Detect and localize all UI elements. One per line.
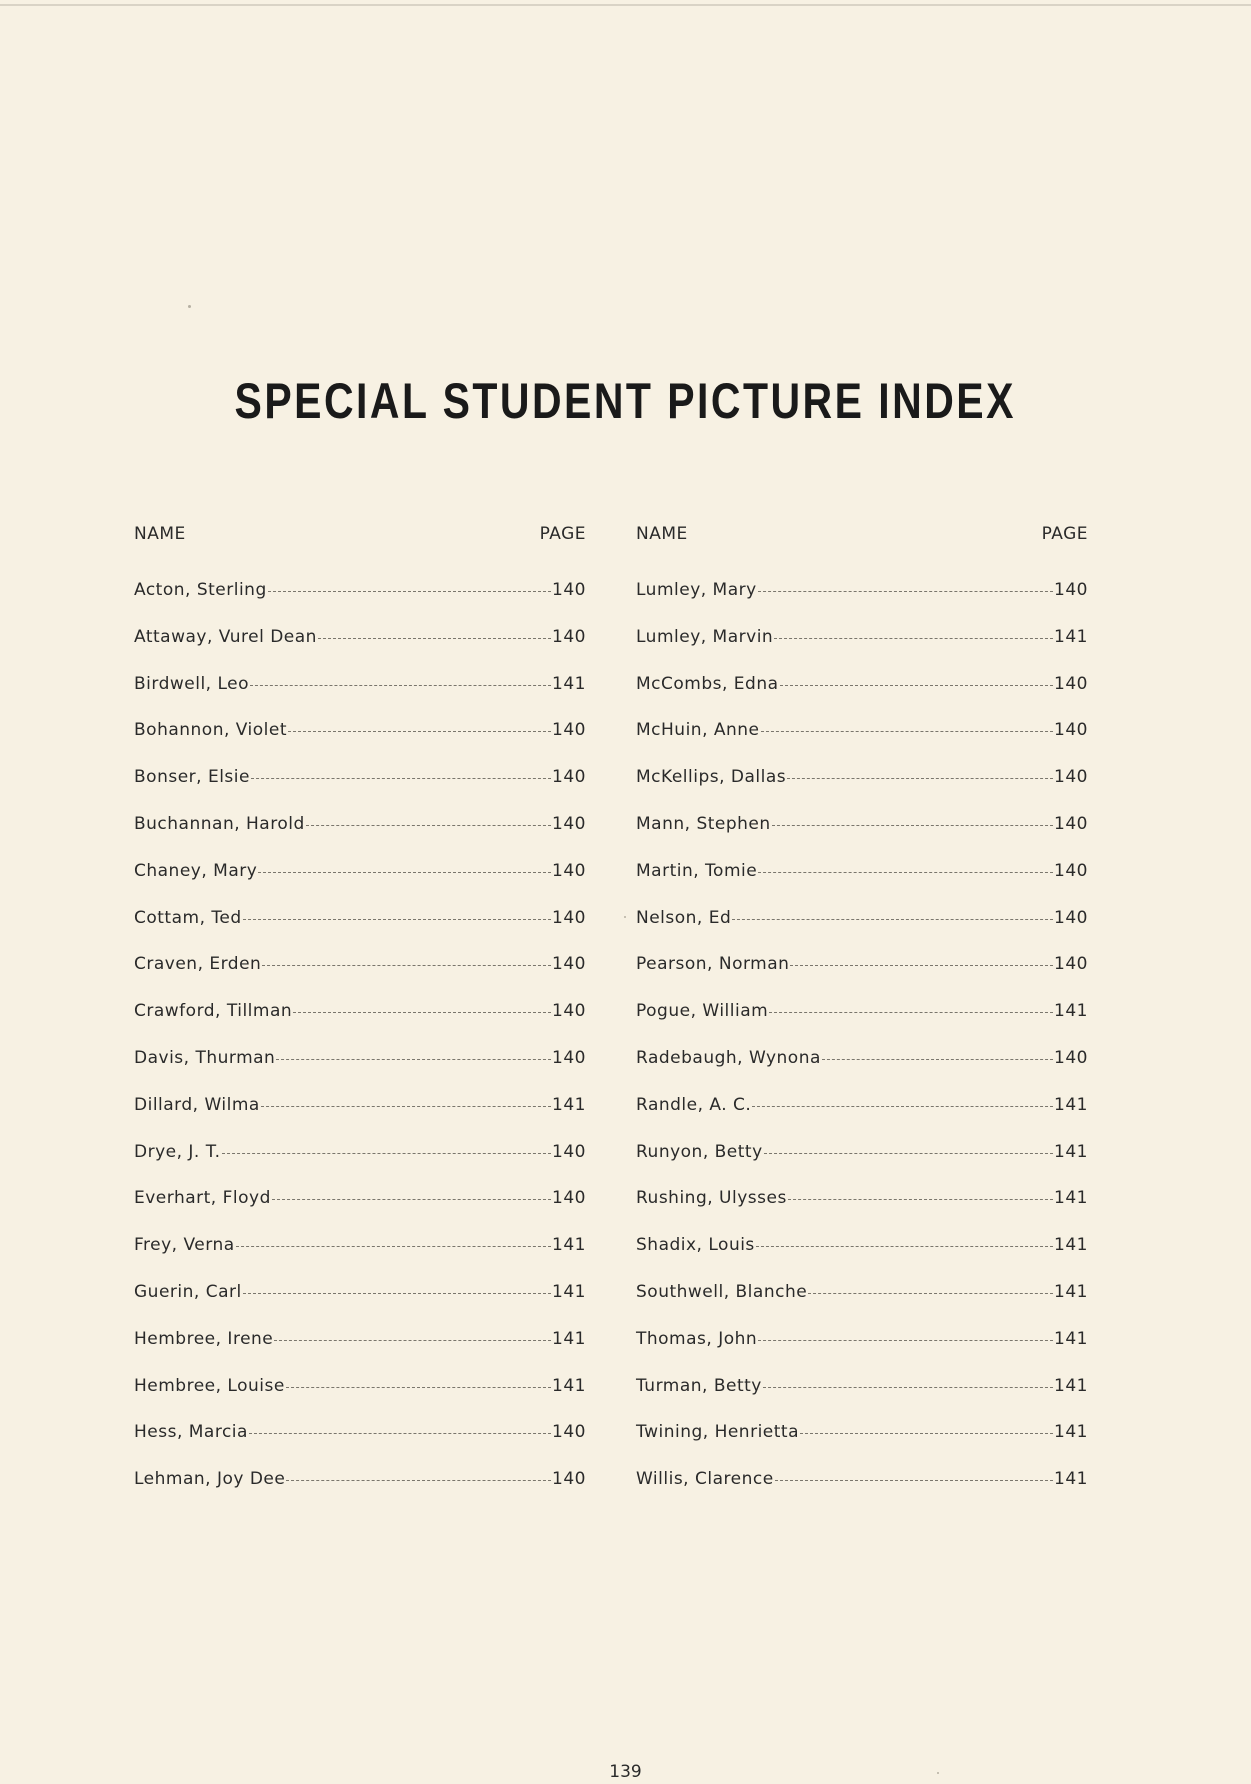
index-entry (636, 720, 1088, 767)
index-entry (134, 1235, 586, 1282)
dot-leader (758, 1340, 1053, 1341)
dot-leader (274, 1340, 551, 1341)
entry-page-number: 141 (552, 1235, 586, 1256)
index-entry (134, 1188, 586, 1235)
entry-page-number: 140 (552, 813, 586, 834)
index-entry (134, 627, 586, 674)
entry-page-number: 141 (1054, 1188, 1088, 1209)
dot-leader (769, 1012, 1053, 1013)
index-entry (636, 954, 1088, 1001)
entry-name: Hembree, Irene (134, 1328, 274, 1349)
entry-page-number: 140 (552, 580, 586, 600)
index-entry (134, 1422, 586, 1469)
entry-name: Birdwell, Leo (134, 673, 250, 694)
entry-page-number: 140 (552, 1188, 586, 1209)
entry-name: Martin, Tomie (636, 860, 758, 881)
index-entry (636, 1376, 1088, 1423)
entry-name: Hess, Marcia (134, 1422, 248, 1443)
index-entry (636, 1282, 1088, 1329)
dot-leader (780, 685, 1054, 686)
dot-leader (236, 1246, 551, 1247)
entry-name: Randle, A. C. (636, 1094, 752, 1115)
index-entry (134, 1001, 586, 1048)
dot-leader (276, 1059, 551, 1060)
entry-name: Thomas, John (636, 1328, 758, 1349)
index-entry (134, 1048, 586, 1095)
entry-page-number: 140 (552, 860, 586, 881)
entry-name: Acton, Sterling (134, 580, 267, 600)
dot-leader (788, 1199, 1053, 1200)
entry-page-number: 140 (552, 767, 586, 788)
entry-page-number: 141 (1054, 1094, 1088, 1115)
index-entry (134, 1329, 586, 1376)
entry-page-number: 140 (1054, 767, 1088, 788)
entry-page-number: 140 (552, 907, 586, 928)
paper-speck (188, 305, 191, 308)
index-entry (134, 814, 586, 861)
dot-leader (756, 1246, 1053, 1247)
index-entry (636, 627, 1088, 674)
index-entry (134, 1282, 586, 1329)
entry-name: Pearson, Norman (636, 954, 790, 975)
entry-name: Guerin, Carl (134, 1281, 242, 1302)
dot-leader (808, 1293, 1053, 1294)
dot-leader (243, 919, 551, 920)
entry-page-number: 140 (1054, 673, 1088, 694)
entry-name: Mann, Stephen (636, 813, 771, 834)
page-header: PAGE (539, 524, 586, 544)
index-entry (636, 1235, 1088, 1282)
entry-name: Lumley, Marvin (636, 626, 774, 647)
entry-name: Hembree, Louise (134, 1375, 285, 1396)
entry-page-number: 140 (552, 1141, 586, 1162)
dot-leader (272, 1199, 551, 1200)
index-entry (134, 1095, 586, 1142)
dot-leader (262, 965, 551, 966)
entry-page-number: 141 (552, 673, 586, 694)
dot-leader (286, 1480, 551, 1481)
entry-name: Rushing, Ulysses (636, 1188, 787, 1209)
entry-page-number: 140 (552, 626, 586, 647)
entry-name: Chaney, Mary (134, 860, 258, 881)
entry-name: Turman, Betty (636, 1375, 762, 1396)
index-entry (134, 767, 586, 814)
entry-list (134, 580, 586, 1516)
index-entry (134, 1469, 586, 1516)
entry-page-number: 140 (552, 954, 586, 975)
entry-page-number: 141 (552, 1375, 586, 1396)
entry-page-number: 140 (1054, 907, 1088, 928)
index-entry (134, 1376, 586, 1423)
entry-name: Willis, Clarence (636, 1469, 774, 1490)
entry-page-number: 140 (552, 1001, 586, 1022)
index-entry (636, 1469, 1088, 1516)
entry-page-number: 141 (552, 1281, 586, 1302)
entry-page-number: 141 (552, 1328, 586, 1349)
index-entry (636, 861, 1088, 908)
entry-page-number: 141 (1054, 1141, 1088, 1162)
entry-name: Drye, J. T. (134, 1141, 221, 1162)
entry-list (636, 580, 1088, 1516)
index-entry (134, 861, 586, 908)
dot-leader (732, 919, 1053, 920)
entry-page-number: 140 (552, 1469, 586, 1490)
dot-leader (822, 1059, 1053, 1060)
top-edge-rule (0, 4, 1251, 6)
entry-page-number: 140 (1054, 1047, 1088, 1068)
dot-leader (764, 1153, 1053, 1154)
entry-name: Runyon, Betty (636, 1141, 763, 1162)
index-entry (636, 1001, 1088, 1048)
entry-page-number: 140 (1054, 954, 1088, 975)
index-entry (636, 580, 1088, 627)
index-entry (134, 954, 586, 1001)
entry-page-number: 140 (1054, 860, 1088, 881)
entry-name: Nelson, Ed (636, 907, 732, 928)
dot-leader (752, 1106, 1053, 1107)
entry-name: Pogue, William (636, 1001, 769, 1022)
entry-page-number: 140 (1054, 580, 1088, 600)
page-title: SPECIAL STUDENT PICTURE INDEX (234, 373, 1016, 429)
entry-name: McKellips, Dallas (636, 767, 787, 788)
entry-page-number: 140 (552, 720, 586, 741)
entry-name: Twining, Henrietta (636, 1422, 800, 1443)
index-entry (636, 1142, 1088, 1189)
entry-name: Everhart, Floyd (134, 1188, 271, 1209)
entry-name: Cottam, Ted (134, 907, 242, 928)
index-entry (636, 767, 1088, 814)
index-entry (134, 1142, 586, 1189)
dot-leader (222, 1153, 552, 1154)
index-entry (134, 674, 586, 721)
index-entry (134, 720, 586, 767)
entry-name: Craven, Erden (134, 954, 262, 975)
index-entry (636, 814, 1088, 861)
entry-name: Dillard, Wilma (134, 1094, 260, 1115)
entry-name: Bohannon, Violet (134, 720, 288, 741)
entry-name: Radebaugh, Wynona (636, 1047, 821, 1068)
dot-leader (800, 1433, 1053, 1434)
entry-name: Davis, Thurman (134, 1047, 276, 1068)
entry-name: Shadix, Louis (636, 1235, 755, 1256)
dot-leader (286, 1387, 551, 1388)
entry-page-number: 140 (1054, 813, 1088, 834)
index-entry (636, 1048, 1088, 1095)
dot-leader (250, 685, 551, 686)
dot-leader (268, 591, 551, 592)
name-header: NAME (134, 524, 186, 544)
column-header (134, 520, 586, 548)
dot-leader (251, 778, 551, 779)
index-entry (636, 1188, 1088, 1235)
entry-page-number: 141 (1054, 626, 1088, 647)
index-entry (636, 1329, 1088, 1376)
index-entry (134, 580, 586, 627)
entry-name: Bonser, Elsie (134, 767, 250, 788)
dot-leader (774, 638, 1053, 639)
entry-page-number: 140 (552, 1422, 586, 1443)
dot-leader (261, 1106, 551, 1107)
entry-page-number: 141 (1054, 1422, 1088, 1443)
dot-leader (790, 965, 1053, 966)
dot-leader (288, 731, 551, 732)
entry-page-number: 140 (552, 1047, 586, 1068)
dot-leader (249, 1433, 551, 1434)
column-header (636, 520, 1088, 548)
index-entry (636, 1095, 1088, 1142)
entry-page-number: 141 (1054, 1469, 1088, 1490)
dot-leader (758, 591, 1053, 592)
entry-name: Lehman, Joy Dee (134, 1469, 286, 1490)
entry-name: McCombs, Edna (636, 673, 779, 694)
entry-page-number: 141 (1054, 1328, 1088, 1349)
entry-page-number: 141 (1054, 1375, 1088, 1396)
entry-name: Attaway, Vurel Dean (134, 626, 317, 647)
entry-name: Southwell, Blanche (636, 1281, 808, 1302)
dot-leader (243, 1293, 551, 1294)
entry-name: Crawford, Tillman (134, 1001, 293, 1022)
dot-leader (772, 825, 1053, 826)
dot-leader (763, 1387, 1053, 1388)
dot-leader (787, 778, 1053, 779)
index-entry (636, 1422, 1088, 1469)
dot-leader (775, 1480, 1053, 1481)
paper-speck (624, 916, 626, 918)
entry-page-number: 141 (1054, 1235, 1088, 1256)
entry-name: McHuin, Anne (636, 720, 760, 741)
index-column-right (636, 520, 1088, 1516)
index-column-left (134, 520, 586, 1516)
index-entry (636, 674, 1088, 721)
dot-leader (758, 872, 1053, 873)
dot-leader (318, 638, 551, 639)
page-number: 139 (609, 1762, 642, 1782)
entry-page-number: 140 (1054, 720, 1088, 741)
dot-leader (761, 731, 1054, 732)
index-entry (636, 908, 1088, 955)
index-entry (134, 908, 586, 955)
entry-page-number: 141 (552, 1094, 586, 1115)
name-header: NAME (636, 524, 688, 544)
page-header: PAGE (1041, 524, 1088, 544)
entry-name: Frey, Verna (134, 1235, 235, 1256)
dot-leader (306, 825, 551, 826)
dot-leader (258, 872, 551, 873)
entry-page-number: 141 (1054, 1001, 1088, 1022)
dot-leader (293, 1012, 551, 1013)
entry-name: Lumley, Mary (636, 580, 757, 600)
entry-name: Buchannan, Harold (134, 813, 305, 834)
entry-page-number: 141 (1054, 1281, 1088, 1302)
